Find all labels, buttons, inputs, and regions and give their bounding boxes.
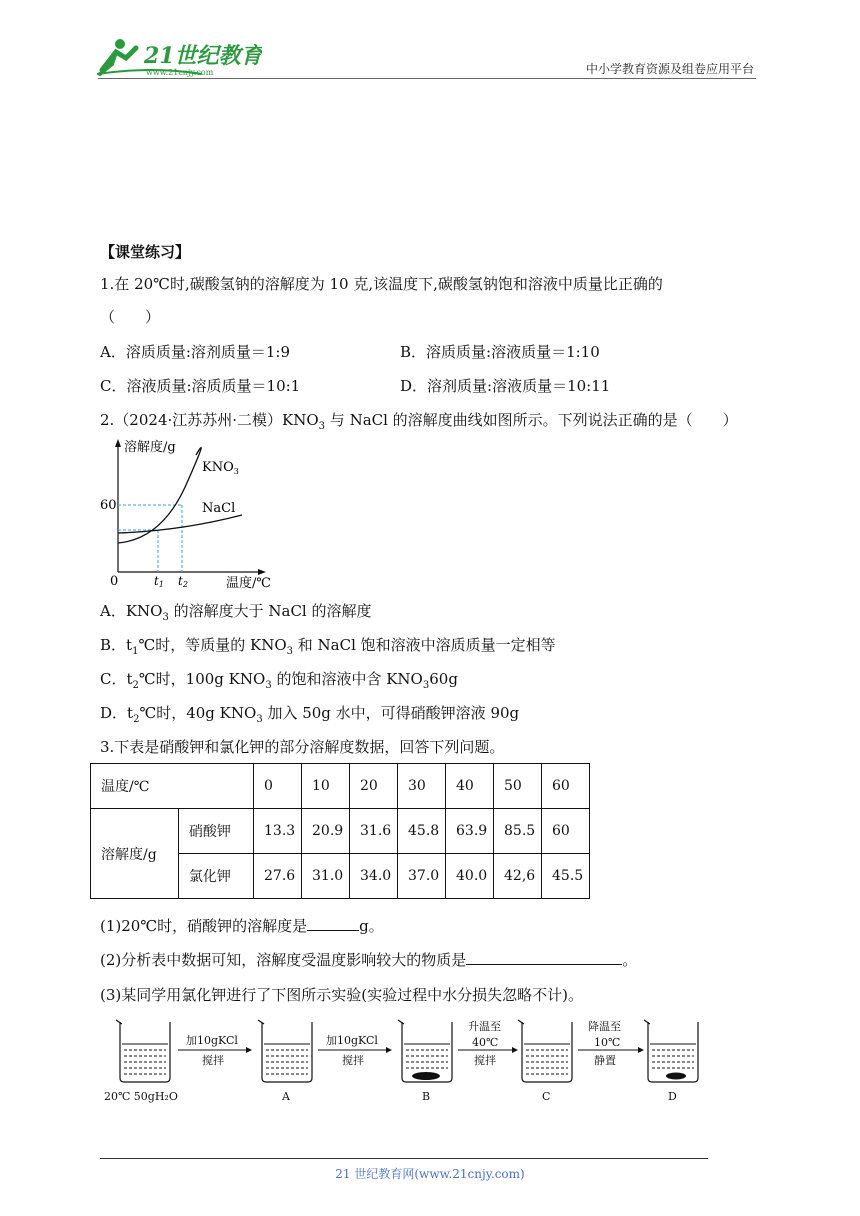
solubility-table bbox=[90, 763, 590, 899]
table-header-solubility: 溶解度/g bbox=[91, 809, 179, 899]
platform-name: 中小学教育资源及组卷应用平台 bbox=[585, 62, 754, 76]
experiment-flow bbox=[100, 1014, 720, 1110]
q1-paren: （ ） bbox=[100, 308, 161, 326]
q1-option-a: A．溶质质量:溶剂质量＝1:9 bbox=[100, 343, 291, 361]
q1-option-d: D．溶剂质量:溶液质量＝10:11 bbox=[400, 377, 611, 395]
arrow2-bottom: 搅拌 bbox=[342, 1054, 364, 1067]
q3-part1: (1)20℃时，硝酸钾的溶解度是 g。 bbox=[100, 917, 384, 935]
q2-option-a: A．$KNO_3$ 的溶解度大于 NaCl 的溶解度 bbox=[100, 602, 372, 623]
solubility-graph bbox=[100, 435, 300, 599]
arrow3-top: 升温至 bbox=[468, 1020, 501, 1033]
logo bbox=[92, 30, 262, 80]
origin-label: 0 bbox=[110, 574, 119, 589]
table-cell: 63.9 bbox=[446, 809, 494, 854]
table-cell: 37.0 bbox=[398, 854, 446, 899]
arrow1-bottom: 搅拌 bbox=[202, 1054, 224, 1067]
arrow4-top: 降温至 bbox=[588, 1020, 621, 1033]
table-cell: 31.6 bbox=[350, 809, 398, 854]
table-cell: 45.5 bbox=[542, 854, 590, 899]
arrow4-mid: 10℃ bbox=[594, 1036, 621, 1049]
footer-link[interactable]: 21 世纪教育网(www.21cnjy.com) bbox=[335, 1167, 525, 1181]
table-row bbox=[91, 764, 590, 809]
q1-option-b: B．溶质质量:溶液质量＝1:10 bbox=[400, 343, 600, 361]
table-cell: 13.3 bbox=[254, 809, 302, 854]
beaker-b-label: B bbox=[422, 1090, 431, 1103]
beaker-c bbox=[518, 1020, 572, 1082]
table-row bbox=[91, 809, 590, 854]
table-cell: 0 bbox=[254, 764, 302, 809]
answer-blank-2[interactable] bbox=[466, 950, 622, 965]
q3-part3: (3)某同学用氯化钾进行了下图所示实验(实验过程中水分损失忽略不计)。 bbox=[100, 986, 583, 1004]
y-tick-60: 60 bbox=[100, 498, 117, 513]
q1-stem: 1.在 20℃时,碳酸氢钠的溶解度为 10 克,该温度下,碳酸氢钠饱和溶液中质量比正确的 bbox=[100, 275, 663, 293]
graph-xlabel: 温度/℃ bbox=[226, 576, 271, 591]
beaker-a bbox=[258, 1020, 312, 1082]
table-cell: 60 bbox=[542, 764, 590, 809]
table-cell: 40 bbox=[446, 764, 494, 809]
arrow3-bottom: 搅拌 bbox=[474, 1054, 496, 1067]
table-cell: 50 bbox=[494, 764, 542, 809]
q1-option-c: C．溶液质量:溶质质量＝10:1 bbox=[100, 377, 301, 395]
table-cell: 85.5 bbox=[494, 809, 542, 854]
beaker-d bbox=[644, 1020, 698, 1082]
beaker-a-label: A bbox=[282, 1090, 290, 1103]
section-title: 【课堂练习】 bbox=[100, 243, 191, 261]
arrow3-mid: 40℃ bbox=[472, 1036, 499, 1049]
q3-part2: (2)分析表中数据可知，溶解度受温度影响较大的物质是 。 bbox=[100, 951, 638, 969]
footer-divider bbox=[100, 1158, 708, 1159]
t2-label: t2 bbox=[178, 574, 188, 589]
t1-label: t1 bbox=[154, 574, 164, 589]
q2-option-b: B．$t_1℃$时，等质量的 $KNO_3$ 和 NaCl 饱和溶液中溶质质量一定相等 bbox=[100, 636, 556, 657]
table-cell: 42,6 bbox=[494, 854, 542, 899]
logo-text: 21世纪教育 bbox=[144, 43, 262, 69]
kno3-label: $KNO_3$ bbox=[202, 460, 239, 476]
q2-option-c: C．$t_2℃$时，100g $KNO_3$ 的饱和溶液中含 $KNO_360g$ bbox=[100, 670, 458, 691]
kno3-curve bbox=[118, 448, 201, 543]
arrow2-top: 加10gKCl bbox=[326, 1034, 378, 1047]
beaker-start bbox=[116, 1020, 170, 1082]
header-divider bbox=[98, 78, 756, 79]
beaker-start-label: 20℃ 50gH₂O bbox=[104, 1090, 178, 1103]
table-header-temp: 温度/℃ bbox=[91, 764, 254, 809]
table-cell: 27.6 bbox=[254, 854, 302, 899]
table-row-label: 硝酸钾 bbox=[178, 809, 253, 854]
table-cell: 45.8 bbox=[398, 809, 446, 854]
logo-url: www.21cnjy.com bbox=[146, 68, 214, 77]
table-cell: 60 bbox=[542, 809, 590, 854]
nacl-label: NaCl bbox=[202, 501, 236, 516]
table-cell: 30 bbox=[398, 764, 446, 809]
table-cell: 20 bbox=[350, 764, 398, 809]
table-cell: 34.0 bbox=[350, 854, 398, 899]
graph-ylabel: 溶解度/g bbox=[124, 440, 176, 455]
table-cell: 31.0 bbox=[302, 854, 350, 899]
table-cell: 20.9 bbox=[302, 809, 350, 854]
answer-blank-1[interactable] bbox=[307, 916, 359, 931]
nacl-curve bbox=[118, 515, 242, 533]
arrow4-bottom: 静置 bbox=[594, 1054, 616, 1067]
arrow1-top: 加10gKCl bbox=[186, 1034, 238, 1047]
q3-stem: 3.下表是硝酸钾和氯化钾的部分溶解度数据，回答下列问题。 bbox=[100, 738, 505, 756]
precipitate bbox=[666, 1073, 686, 1080]
beaker-d-label: D bbox=[668, 1090, 677, 1103]
table-cell: 10 bbox=[302, 764, 350, 809]
q2-option-d: D．$t_2℃$时，40g $KNO_3$ 加入 50g 水中，可得硝酸钾溶液 90g bbox=[100, 704, 520, 725]
beaker-b bbox=[398, 1020, 452, 1082]
table-row-label: 氯化钾 bbox=[178, 854, 253, 899]
beaker-c-label: C bbox=[542, 1090, 551, 1103]
table-cell: 40.0 bbox=[446, 854, 494, 899]
precipitate bbox=[412, 1072, 440, 1080]
q2-stem: 2.（2024·江苏苏州·二模）$KNO_3$ 与 NaCl 的溶解度曲线如图所示。下列说法正确的是（ ） bbox=[100, 411, 738, 432]
